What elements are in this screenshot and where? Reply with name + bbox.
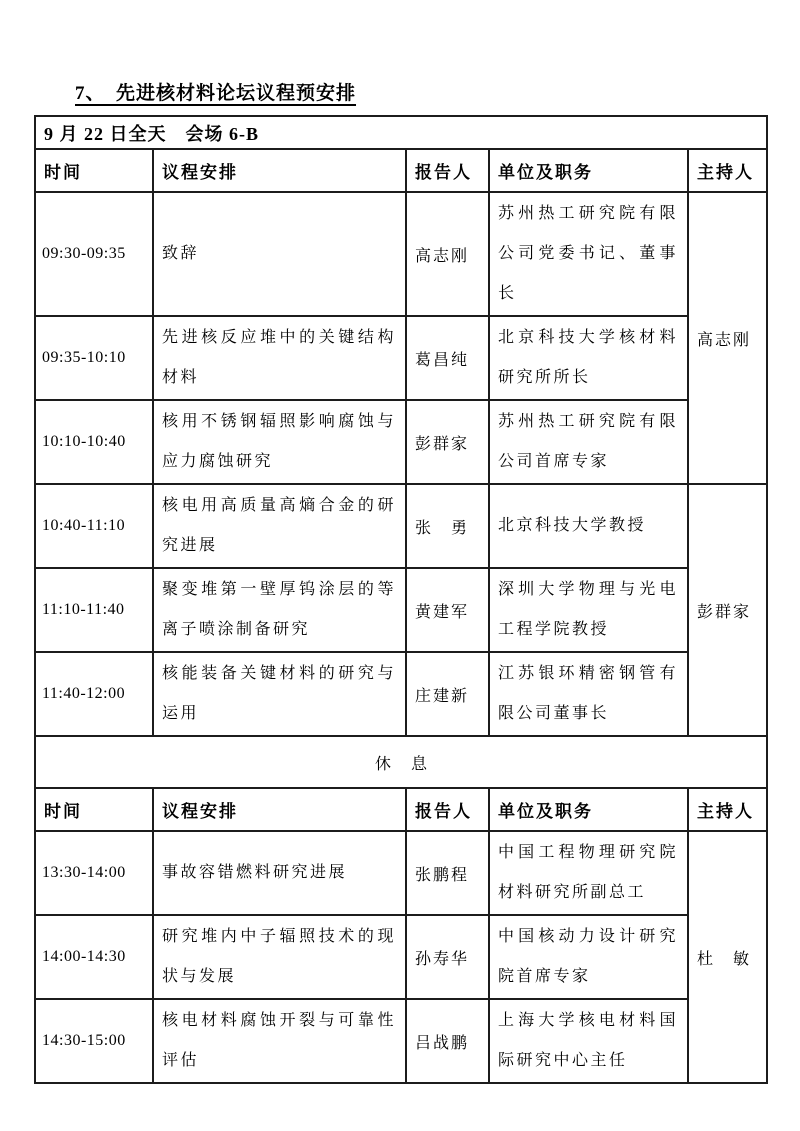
time-cell: 09:30-09:35 bbox=[35, 192, 153, 316]
org-cell: 中国核动力设计研究院首席专家 bbox=[489, 915, 688, 999]
column-header-org: 单位及职务 bbox=[489, 149, 688, 192]
time-cell: 11:40-12:00 bbox=[35, 652, 153, 736]
agenda-cell: 先进核反应堆中的关键结构材料 bbox=[153, 316, 406, 400]
column-header-org: 单位及职务 bbox=[489, 788, 688, 831]
column-header-speaker: 报告人 bbox=[406, 149, 489, 192]
agenda-cell: 核能装备关键材料的研究与运用 bbox=[153, 652, 406, 736]
afternoon-header-section bbox=[35, 788, 767, 831]
speaker-cell: 黄建军 bbox=[406, 568, 489, 652]
speaker-cell: 张 勇 bbox=[406, 484, 489, 568]
agenda-cell: 核用不锈钢辐照影响腐蚀与应力腐蚀研究 bbox=[153, 400, 406, 484]
time-cell: 10:10-10:40 bbox=[35, 400, 153, 484]
agenda-table bbox=[34, 115, 768, 1084]
afternoon-section bbox=[35, 831, 767, 1083]
agenda-cell: 核电用高质量高熵合金的研究进展 bbox=[153, 484, 406, 568]
time-cell: 13:30-14:00 bbox=[35, 831, 153, 915]
column-header-host: 主持人 bbox=[688, 788, 767, 831]
agenda-cell: 事故容错燃料研究进展 bbox=[153, 831, 406, 915]
speaker-cell: 彭群家 bbox=[406, 400, 489, 484]
agenda-row bbox=[35, 568, 767, 652]
speaker-cell: 吕战鹏 bbox=[406, 999, 489, 1083]
org-cell: 深圳大学物理与光电工程学院教授 bbox=[489, 568, 688, 652]
agenda-cell: 致辞 bbox=[153, 192, 406, 316]
host-cell: 高志刚 bbox=[688, 192, 767, 484]
org-cell: 中国工程物理研究院材料研究所副总工 bbox=[489, 831, 688, 915]
org-cell: 苏州热工研究院有限公司党委书记、董事长 bbox=[489, 192, 688, 316]
org-cell: 北京科技大学核材料研究所所长 bbox=[489, 316, 688, 400]
header-row bbox=[35, 149, 767, 192]
column-header-agenda: 议程安排 bbox=[153, 149, 406, 192]
morning-header-section bbox=[35, 149, 767, 192]
break-label: 休 息 bbox=[35, 736, 767, 788]
break-section bbox=[35, 736, 767, 788]
speaker-cell: 葛昌纯 bbox=[406, 316, 489, 400]
speaker-cell: 高志刚 bbox=[406, 192, 489, 316]
break-row bbox=[35, 736, 767, 788]
agenda-cell: 研究堆内中子辐照技术的现状与发展 bbox=[153, 915, 406, 999]
table-caption: 9 月 22 日全天 会场 6-B bbox=[35, 116, 767, 149]
speaker-cell: 张鹏程 bbox=[406, 831, 489, 915]
column-header-speaker: 报告人 bbox=[406, 788, 489, 831]
host-cell: 彭群家 bbox=[688, 484, 767, 736]
time-cell: 14:00-14:30 bbox=[35, 915, 153, 999]
agenda-row bbox=[35, 915, 767, 999]
caption-section bbox=[35, 116, 767, 149]
morning-section bbox=[35, 192, 767, 736]
org-cell: 北京科技大学教授 bbox=[489, 484, 688, 568]
time-cell: 11:10-11:40 bbox=[35, 568, 153, 652]
agenda-row bbox=[35, 484, 767, 568]
agenda-row bbox=[35, 831, 767, 915]
time-cell: 09:35-10:10 bbox=[35, 316, 153, 400]
org-cell: 江苏银环精密钢管有限公司董事长 bbox=[489, 652, 688, 736]
speaker-cell: 孙寿华 bbox=[406, 915, 489, 999]
org-cell: 上海大学核电材料国际研究中心主任 bbox=[489, 999, 688, 1083]
agenda-row bbox=[35, 316, 767, 400]
host-cell: 杜 敏 bbox=[688, 831, 767, 1083]
agenda-row bbox=[35, 999, 767, 1083]
agenda-row bbox=[35, 652, 767, 736]
time-cell: 14:30-15:00 bbox=[35, 999, 153, 1083]
speaker-cell: 庄建新 bbox=[406, 652, 489, 736]
time-cell: 10:40-11:10 bbox=[35, 484, 153, 568]
org-cell: 苏州热工研究院有限公司首席专家 bbox=[489, 400, 688, 484]
column-header-host: 主持人 bbox=[688, 149, 767, 192]
agenda-row bbox=[35, 192, 767, 316]
column-header-time: 时间 bbox=[35, 149, 153, 192]
header-row bbox=[35, 788, 767, 831]
column-header-agenda: 议程安排 bbox=[153, 788, 406, 831]
agenda-cell: 核电材料腐蚀开裂与可靠性评估 bbox=[153, 999, 406, 1083]
column-header-time: 时间 bbox=[35, 788, 153, 831]
agenda-cell: 聚变堆第一壁厚钨涂层的等离子喷涂制备研究 bbox=[153, 568, 406, 652]
agenda-row bbox=[35, 400, 767, 484]
page-title: 7、 先进核材料论坛议程预安排 bbox=[75, 83, 357, 104]
caption-row bbox=[35, 116, 767, 149]
